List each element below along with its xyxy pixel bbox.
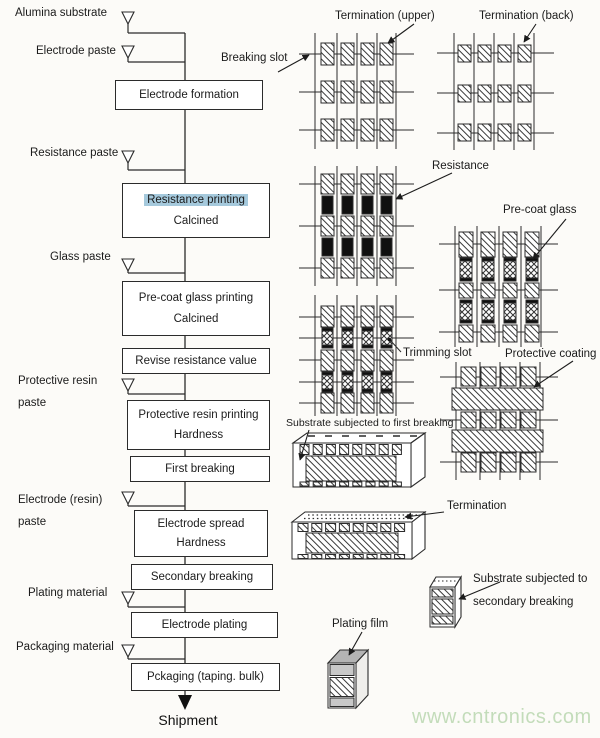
- step-box-electrode-spread: [134, 510, 268, 557]
- step-box-resistance-printing: [122, 183, 270, 238]
- annotation-line: Substrate subjected to: [473, 573, 588, 585]
- step-box-precoat-glass-printing: [122, 281, 270, 336]
- input-label-line: Protective resin: [18, 375, 98, 387]
- step-label: Revise resistance value: [135, 355, 257, 367]
- input-label-packaging-material: Packaging material: [16, 641, 114, 653]
- annotation-termination-upper: Termination (upper): [335, 10, 435, 22]
- input-label-electrode-resin-paste: [18, 489, 102, 533]
- step-box-revise-resistance-value: [122, 348, 270, 374]
- annotation-termination-back: Termination (back): [479, 10, 574, 22]
- chip-secondary-breaking: [430, 577, 461, 627]
- grid-trimmed: [299, 295, 414, 416]
- step-box-secondary-breaking: [131, 564, 273, 590]
- input-label-glass-paste: Glass paste: [50, 251, 111, 263]
- step-box-protective-resin-printing: [127, 400, 270, 450]
- input-label-line: paste: [18, 516, 47, 528]
- grid-termination-back: [437, 33, 554, 150]
- annotation-protective-coating: Protective coating: [505, 348, 597, 360]
- input-label-resistance-paste: Resistance paste: [30, 147, 119, 159]
- grid-precoat-glass: [439, 226, 558, 347]
- annotation-resistance: Resistance: [432, 160, 489, 172]
- step-box-electrode-formation: [115, 80, 263, 110]
- annotation-precoat-glass: Pre-coat glass: [503, 204, 577, 216]
- bar-termination: [292, 512, 425, 559]
- annotation-plating-film: Plating film: [332, 618, 389, 630]
- annotation-substrate-first-breaking: Substrate subjected to first breaking: [286, 417, 454, 429]
- input-label-plating-material: Plating material: [28, 587, 108, 599]
- grid-protective-coated: [440, 362, 558, 480]
- step-label-highlighted: Resistance printing: [144, 194, 248, 206]
- step-box-first-breaking: [130, 456, 270, 482]
- input-label-alumina-substrate: Alumina substrate: [15, 7, 108, 19]
- grid-resistance-printed: [299, 166, 414, 286]
- input-label-line: paste: [18, 397, 47, 409]
- step-label: Hardness: [176, 537, 226, 549]
- step-label: Protective resin printing: [138, 409, 259, 421]
- step-box-electrode-plating: [131, 612, 278, 638]
- bar-first-breaking: [293, 433, 425, 487]
- step-box-packaging: [131, 663, 280, 691]
- annotation-substrate-secondary-breaking: [473, 568, 587, 614]
- step-label: Pckaging (taping. bulk): [147, 671, 264, 683]
- step-label: Pre-coat glass printing: [138, 291, 254, 304]
- step-label: Secondary breaking: [150, 571, 254, 583]
- input-label-electrode-paste: Electrode paste: [36, 45, 116, 57]
- step-label: Hardness: [173, 429, 224, 441]
- input-label-line: Electrode (resin): [18, 494, 103, 506]
- step-label: First breaking: [165, 463, 235, 475]
- annotation-trimming-slot: Trimming slot: [403, 347, 472, 359]
- grid-breaking-slots-upper: [299, 33, 414, 149]
- annotation-breaking-slot: Breaking slot: [221, 52, 288, 64]
- chip-plating-film: [328, 650, 368, 708]
- step-label: Electrode spread: [157, 518, 245, 530]
- input-label-protective-resin-paste: [18, 370, 97, 414]
- step-label: Calcined: [173, 313, 219, 326]
- annotation-termination: Termination: [447, 500, 507, 512]
- step-label: Calcined: [173, 215, 219, 228]
- watermark: www.cntronics.com: [412, 706, 592, 728]
- annotation-line: secondary breaking: [473, 596, 574, 608]
- step-label: Electrode formation: [139, 89, 239, 101]
- terminal-label-shipment: Shipment: [158, 712, 218, 728]
- step-label: Electrode plating: [161, 619, 248, 631]
